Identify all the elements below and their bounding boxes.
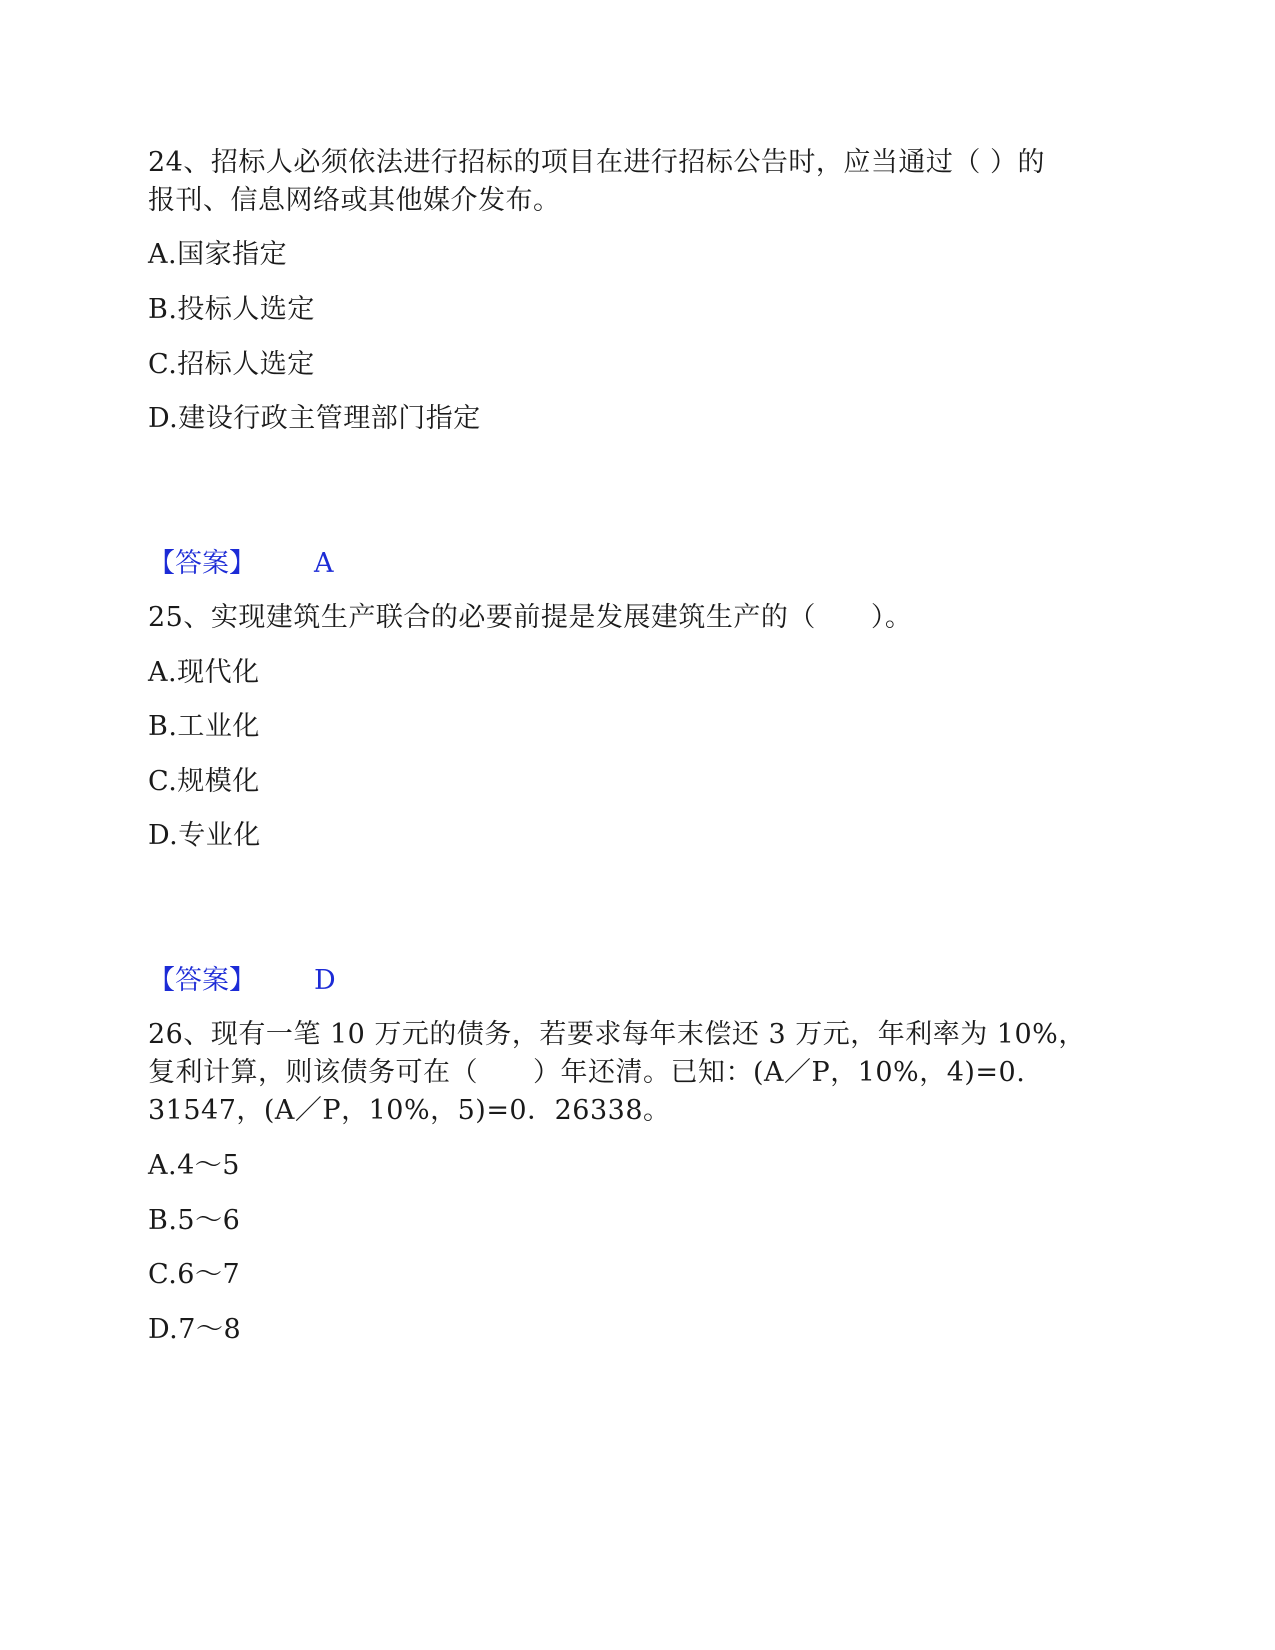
question-24-option-c: C.招标人选定 — [148, 349, 315, 380]
question-24-stem-line-2: 报刊、信息网络或其他媒介发布。 — [148, 185, 561, 216]
question-25-stem-line-1: 25、实现建筑生产联合的必要前提是发展建筑生产的（ ）。 — [148, 602, 913, 633]
question-24-answer — [148, 545, 334, 583]
question-25-option-a: A.现代化 — [148, 657, 260, 688]
answer-value: A — [314, 548, 334, 579]
question-26-stem-line-1: 26、现有一笔 10 万元的债务，若要求每年末偿还 3 万元，年利率为 10%， — [148, 1019, 1086, 1050]
question-24-option-a: A.国家指定 — [148, 239, 288, 270]
question-24-option-b: B.投标人选定 — [148, 294, 315, 325]
answer-label: 【答案】 — [148, 548, 256, 579]
question-25-option-c: C.规模化 — [148, 766, 260, 797]
question-24-stem-line-1: 24、招标人必须依法进行招标的项目在进行招标公告时，应当通过（ ）的 — [148, 147, 1045, 178]
question-25-option-b: B.工业化 — [148, 711, 260, 742]
question-26-option-b: B.5～6 — [148, 1205, 241, 1236]
question-25-option-d: D.专业化 — [148, 820, 261, 851]
question-26-option-c: C.6～7 — [148, 1259, 241, 1290]
question-26-stem-line-2: 复利计算，则该债务可在（ ）年还清。已知：(A／P，10%，4)=0. — [148, 1057, 1026, 1088]
answer-label: 【答案】 — [148, 965, 256, 996]
question-25-answer — [148, 962, 336, 1000]
answer-value: D — [314, 965, 336, 996]
question-26-option-a: A.4～5 — [148, 1150, 240, 1181]
question-24-option-d: D.建设行政主管理部门指定 — [148, 403, 481, 434]
question-26-stem-line-3: 31547，(A／P，10%，5)=0．26338。 — [148, 1095, 671, 1126]
question-26-option-d: D.7～8 — [148, 1314, 242, 1345]
